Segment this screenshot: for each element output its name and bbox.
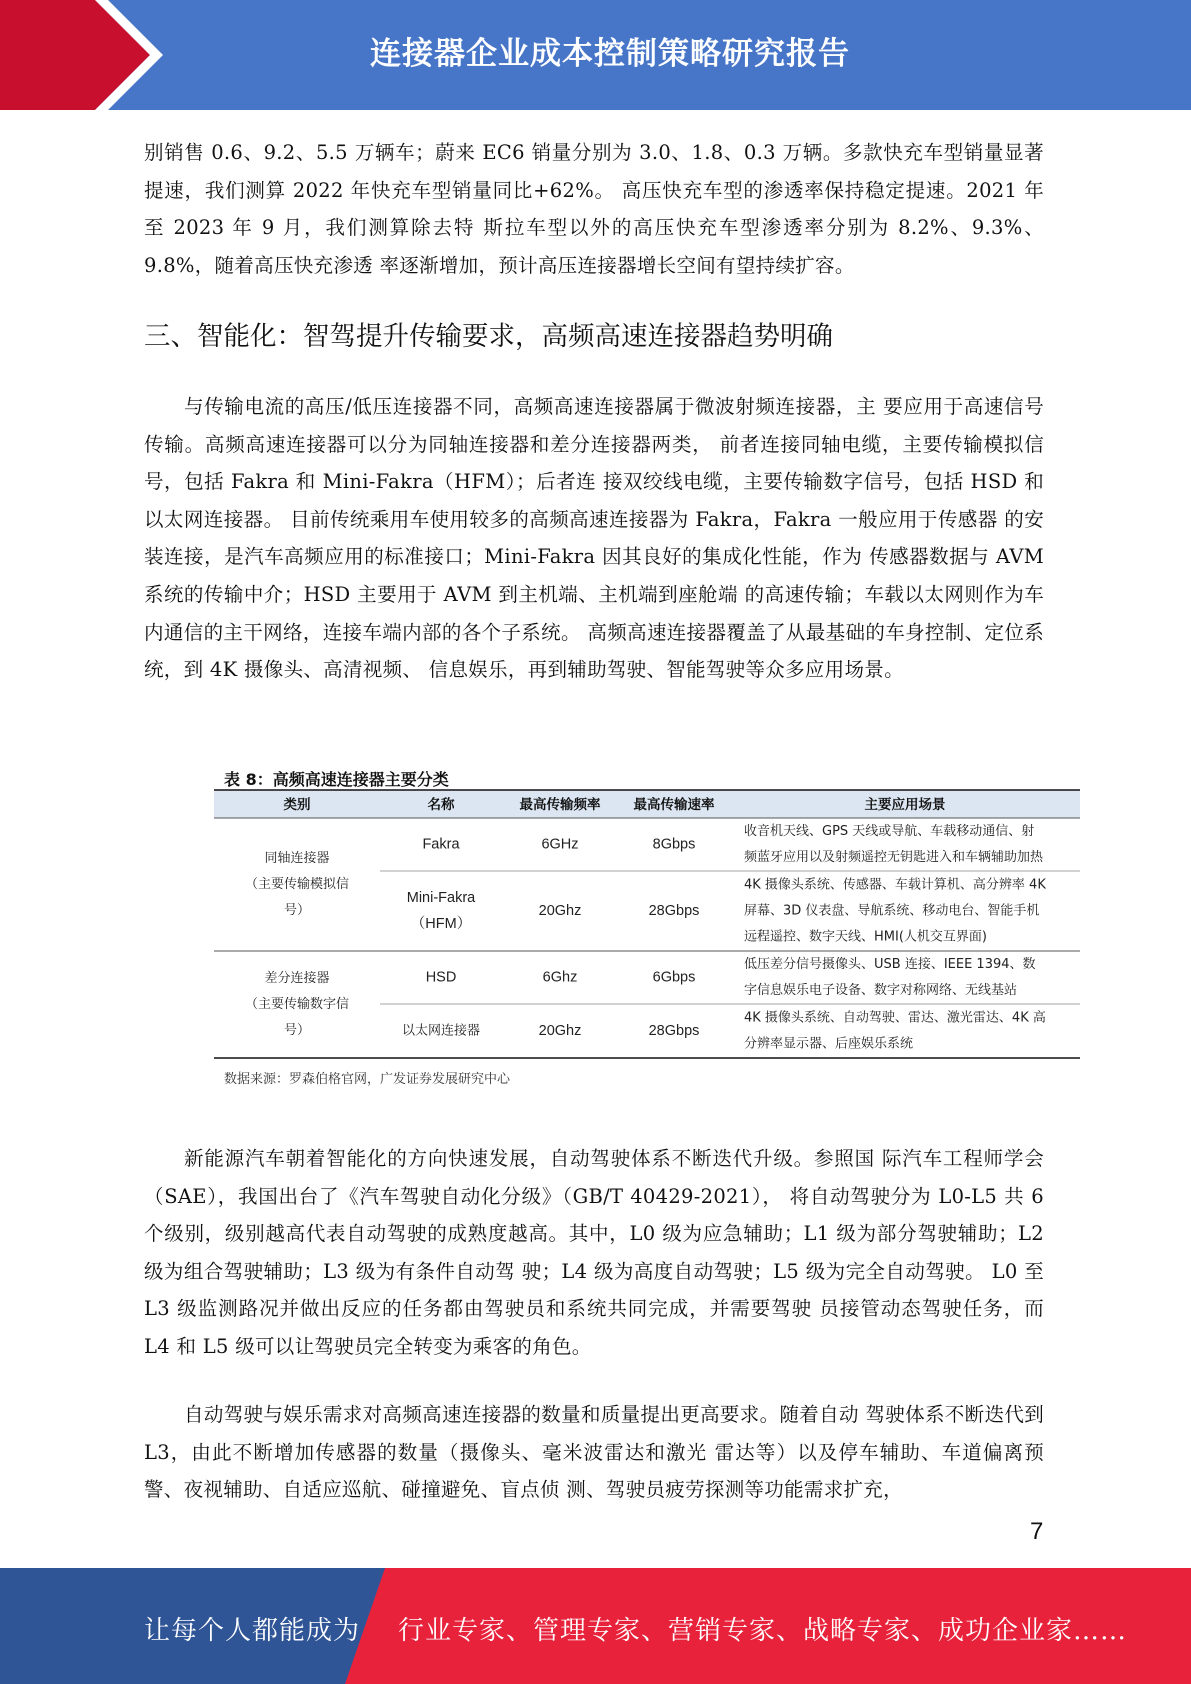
table-name-cell: （HFM） [410,915,472,932]
footer-slogan-right: 行业专家、管理专家、营销专家、战略专家、成功企业家…… [398,1616,1128,1646]
table-header-cell: 最高传输频率 [519,797,601,813]
header-title: 连接器企业成本控制策略研究报告 [370,36,850,72]
table-use-cell: 收音机天线、GPS 天线或导航、车载移动通信、射 [744,824,1035,839]
table-name-cell: Fakra [422,836,460,853]
footer-slogan-left: 让每个人都能成为 [144,1616,361,1646]
table-name-cell: 以太网连接器 [401,1023,481,1039]
table-use-cell: 远程遥控、数字天线、HMI(人机交互界面) [744,929,987,945]
table-rate-cell: 6Gbps [652,969,696,986]
table-header-cell: 最高传输速率 [633,797,715,813]
table-use-cell: 4K 摄像头系统、传感器、车载计算机、高分辨率 4K [744,877,1046,893]
table-use-cell: 屏幕、3D 仪表盘、导航系统、移动电台、智能手机 [744,903,1040,919]
paragraph-3: 新能源汽车朝着智能化的方向快速发展，自动驾驶体系不断迭代升级。参照国 际汽车工程师学会（SAE），我国出台了《汽车驾驶自动化分级》（GB/T 40429-2021）， 将自动驾驶分为 L0-L5 共 6 个级别，级别越高代表自动驾驶的成熟度越高。其中，L0 级为应急辅助；L1 级为部分驾驶辅助；L2 级为组合驾驶辅助；L3 级为有条件自动驾 驶；L4 级为高度自动驾驶；L5 级为完全自动驾驶。 L0 至 L3 级监测路况并做出反应的任务都由驾驶员和系统共同完成，并需要驾驶 员接管动态驾驶任务，而 L4 和 L5 级可以让驾驶员完全转变为乘客的角色。 [144,1147,1044,1358]
paragraph-1: 别销售 0.6、9.2、5.5 万辆车；蔚来 EC6 销量分别为 3.0、1.8、0.3 万辆。多款快充车型销量显著提速，我们测算 2022 年快充车型销量同比+62%。 高压快充车型的渗透率保持稳定提速。2021 年至 2023 年 9 月，我们测算除去特 斯拉车型以外的高压快充车型渗透率分别为 8.2%、9.3%、9.8%，随着高压快充渗透 率逐渐增加，预计高压连接器增长空间有望持续扩容。 [144,141,1044,277]
connector-classification-table [214,788,1080,1066]
table-rate-cell: 28Gbps [648,902,700,919]
table-freq-cell: 6GHz [541,836,579,853]
table-freq-cell: 6Ghz [542,969,578,986]
table-header-cell: 名称 [427,797,455,813]
table-caption: 表 8：高频高速连接器主要分类 [224,770,449,789]
page-number: 7 [1030,1518,1044,1545]
table-source: 数据来源：罗森伯格官网，广发证券发展研究中心 [224,1072,511,1087]
section-title: 三、智能化：智驾提升传输要求，高频高速连接器趋势明确 [144,321,833,352]
table-use-cell: 字信息娱乐电子设备、数字对称网络、无线基站 [744,983,1018,998]
table-use-cell: 低压差分信号摄像头、USB 连接、IEEE 1394、数 [744,957,1036,972]
table-category-cell: （主要传输数字信 [244,997,350,1012]
table-header-cell: 类别 [283,797,311,813]
table-freq-cell: 20Ghz [538,902,582,919]
table-category-cell: 号） [283,1023,311,1038]
table-category-cell: 号） [283,903,311,918]
table-header-cell: 主要应用场景 [864,797,946,813]
table-freq-cell: 20Ghz [538,1022,582,1039]
table-category-cell: 同轴连接器 [264,851,330,866]
page-footer [0,1568,1191,1684]
paragraph-2: 与传输电流的高压/低压连接器不同，高频高速连接器属于微波射频连接器，主 要应用于高速信号传输。高频高速连接器可以分为同轴连接器和差分连接器两类， 前者连接同轴电缆，主要传输模拟信号，包括 Fakra 和 Mini-Fakra（HFM）；后者连 接双绞线电缆，主要传输数字信号，包括 HSD 和以太网连接器。 目前传统乘用车使用较多的高频高速连接器为 Fakra，Fakra 一般应用于传感器 的安装连接，是汽车高频应用的标准接口；Mini-Fakra 因其良好的集成化性能，作为 传感器数据与 AVM 系统的传输中介；HSD 主要用于 AVM 到主机端、主机端到座舱端 的高速传输；车载以太网则作为车内通信的主干网络，连接车端内部的各个子系统。 高频高速连接器覆盖了从最基础的车身控制、定位系统，到 4K 摄像头、高清视频、 信息娱乐，再到辅助驾驶、智能驾驶等众多应用场景。 [144,395,1044,682]
table-use-cell: 频蓝牙应用以及射频遥控无钥匙进入和车辆辅助加热 [744,850,1044,865]
table-category-cell: 差分连接器 [264,971,330,986]
table-category-cell: （主要传输模拟信 [244,877,350,892]
table-use-cell: 分辨率显示器、后座娱乐系统 [744,1036,914,1052]
table-name-cell: HSD [425,969,457,986]
table-name-cell: Mini-Fakra [406,889,476,906]
paragraph-4: 自动驾驶与娱乐需求对高频高速连接器的数量和质量提出更高要求。随着自动 驾驶体系不断迭代到 L3，由此不断增加传感器的数量（摄像头、毫米波雷达和激光 雷达等）以及停车辅助、车道偏离预警、夜视辅助、自适应巡航、碰撞避免、盲点侦 测、驾驶员疲劳探测等功能需求扩充， [144,1403,1044,1502]
page-header [0,0,1191,110]
table-rate-cell: 8Gbps [652,836,696,853]
table-rate-cell: 28Gbps [648,1022,700,1039]
table-use-cell: 4K 摄像头系统、自动驾驶、雷达、激光雷达、4K 高 [744,1010,1046,1026]
